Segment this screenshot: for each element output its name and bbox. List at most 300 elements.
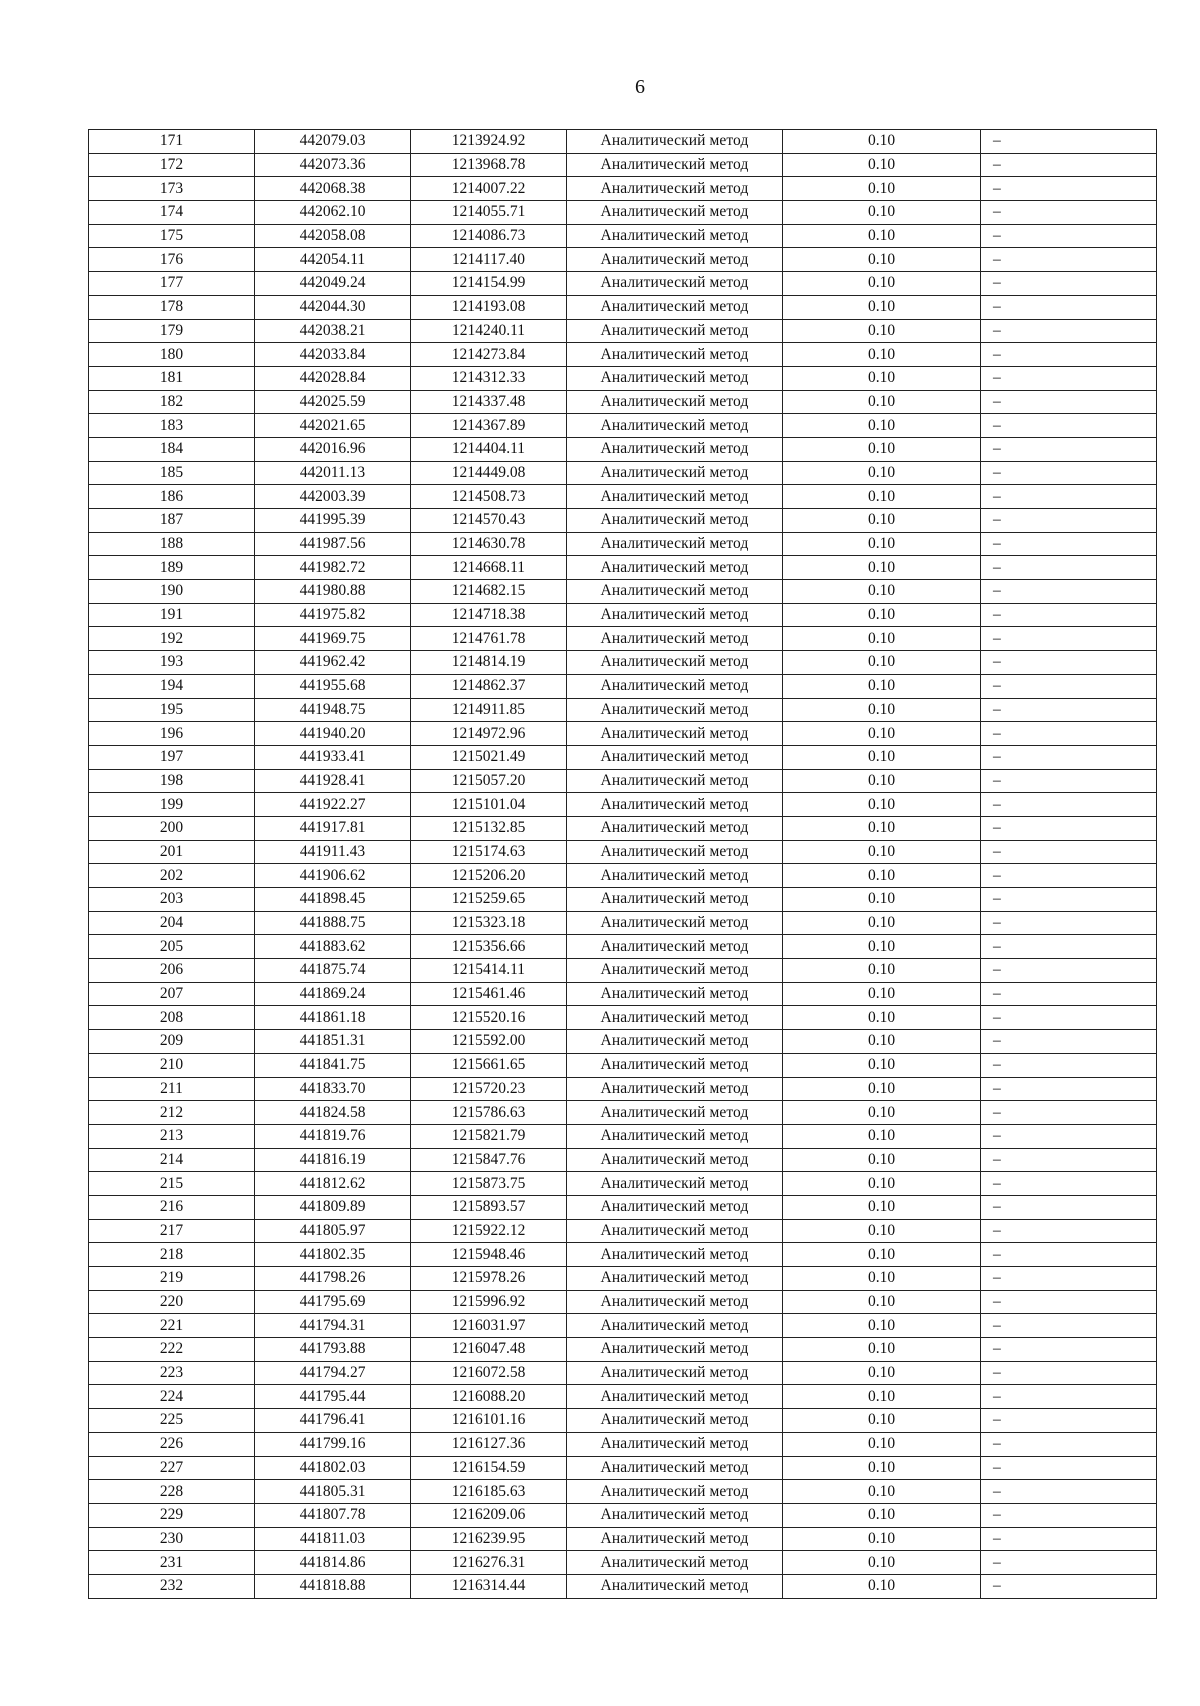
point-number-cell: 207	[89, 982, 255, 1006]
point-number-cell: 210	[89, 1053, 255, 1077]
point-number-cell: 229	[89, 1503, 255, 1527]
method-cell: Аналитический метод	[567, 248, 783, 272]
y-coordinate-cell: 1215786.63	[411, 1101, 567, 1125]
method-cell: Аналитический метод	[567, 532, 783, 556]
point-number-cell: 175	[89, 224, 255, 248]
accuracy-cell: 0.10	[783, 1480, 981, 1504]
method-cell: Аналитический метод	[567, 1527, 783, 1551]
point-number-cell: 181	[89, 366, 255, 390]
method-cell: Аналитический метод	[567, 1338, 783, 1362]
method-cell: Аналитический метод	[567, 793, 783, 817]
table-row	[89, 201, 1157, 225]
point-number-cell: 180	[89, 343, 255, 367]
table-row	[89, 745, 1157, 769]
point-number-cell: 196	[89, 722, 255, 746]
y-coordinate-cell: 1215057.20	[411, 769, 567, 793]
x-coordinate-cell: 441819.76	[255, 1124, 411, 1148]
y-coordinate-cell: 1215461.46	[411, 982, 567, 1006]
x-coordinate-cell: 441883.62	[255, 935, 411, 959]
table-row	[89, 1361, 1157, 1385]
table-row	[89, 295, 1157, 319]
note-cell: –	[981, 343, 1157, 367]
accuracy-cell: 0.10	[783, 1338, 981, 1362]
method-cell: Аналитический метод	[567, 343, 783, 367]
accuracy-cell: 0.10	[783, 1527, 981, 1551]
method-cell: Аналитический метод	[567, 1077, 783, 1101]
table-row	[89, 816, 1157, 840]
note-cell: –	[981, 722, 1157, 746]
table-row	[89, 556, 1157, 580]
point-number-cell: 213	[89, 1124, 255, 1148]
table-row	[89, 864, 1157, 888]
point-number-cell: 220	[89, 1290, 255, 1314]
x-coordinate-cell: 442073.36	[255, 153, 411, 177]
point-number-cell: 182	[89, 390, 255, 414]
method-cell: Аналитический метод	[567, 1456, 783, 1480]
x-coordinate-cell: 441796.41	[255, 1409, 411, 1433]
accuracy-cell: 0.10	[783, 1574, 981, 1598]
note-cell: –	[981, 1432, 1157, 1456]
x-coordinate-cell: 441875.74	[255, 959, 411, 983]
x-coordinate-cell: 442062.10	[255, 201, 411, 225]
method-cell: Аналитический метод	[567, 153, 783, 177]
x-coordinate-cell: 441802.35	[255, 1243, 411, 1267]
y-coordinate-cell: 1215356.66	[411, 935, 567, 959]
accuracy-cell: 0.10	[783, 272, 981, 296]
x-coordinate-cell: 441807.78	[255, 1503, 411, 1527]
method-cell: Аналитический метод	[567, 651, 783, 675]
note-cell: –	[981, 1148, 1157, 1172]
y-coordinate-cell: 1214911.85	[411, 698, 567, 722]
table-row	[89, 674, 1157, 698]
table-row	[89, 437, 1157, 461]
note-cell: –	[981, 1053, 1157, 1077]
method-cell: Аналитический метод	[567, 1006, 783, 1030]
method-cell: Аналитический метод	[567, 1409, 783, 1433]
coordinates-table-body	[89, 130, 1157, 1599]
x-coordinate-cell: 441917.81	[255, 816, 411, 840]
note-cell: –	[981, 816, 1157, 840]
note-cell: –	[981, 485, 1157, 509]
note-cell: –	[981, 295, 1157, 319]
x-coordinate-cell: 441794.31	[255, 1314, 411, 1338]
y-coordinate-cell: 1216239.95	[411, 1527, 567, 1551]
method-cell: Аналитический метод	[567, 911, 783, 935]
point-number-cell: 190	[89, 580, 255, 604]
note-cell: –	[981, 224, 1157, 248]
note-cell: –	[981, 1267, 1157, 1291]
point-number-cell: 209	[89, 1030, 255, 1054]
point-number-cell: 185	[89, 461, 255, 485]
method-cell: Аналитический метод	[567, 698, 783, 722]
table-row	[89, 1456, 1157, 1480]
point-number-cell: 212	[89, 1101, 255, 1125]
method-cell: Аналитический метод	[567, 1148, 783, 1172]
point-number-cell: 217	[89, 1219, 255, 1243]
x-coordinate-cell: 441795.69	[255, 1290, 411, 1314]
table-row	[89, 366, 1157, 390]
accuracy-cell: 0.10	[783, 1053, 981, 1077]
x-coordinate-cell: 441861.18	[255, 1006, 411, 1030]
x-coordinate-cell: 442016.96	[255, 437, 411, 461]
table-row	[89, 177, 1157, 201]
note-cell: –	[981, 793, 1157, 817]
point-number-cell: 194	[89, 674, 255, 698]
note-cell: –	[981, 627, 1157, 651]
accuracy-cell: 0.10	[783, 130, 981, 154]
table-row	[89, 1290, 1157, 1314]
x-coordinate-cell: 441798.26	[255, 1267, 411, 1291]
note-cell: –	[981, 1574, 1157, 1598]
accuracy-cell: 0.10	[783, 1077, 981, 1101]
accuracy-cell: 0.10	[783, 1172, 981, 1196]
method-cell: Аналитический метод	[567, 201, 783, 225]
note-cell: –	[981, 1195, 1157, 1219]
x-coordinate-cell: 441969.75	[255, 627, 411, 651]
note-cell: –	[981, 1409, 1157, 1433]
x-coordinate-cell: 441814.86	[255, 1551, 411, 1575]
method-cell: Аналитический метод	[567, 1172, 783, 1196]
y-coordinate-cell: 1214240.11	[411, 319, 567, 343]
accuracy-cell: 0.10	[783, 1361, 981, 1385]
table-row	[89, 698, 1157, 722]
point-number-cell: 199	[89, 793, 255, 817]
method-cell: Аналитический метод	[567, 627, 783, 651]
method-cell: Аналитический метод	[567, 177, 783, 201]
method-cell: Аналитический метод	[567, 1432, 783, 1456]
note-cell: –	[981, 959, 1157, 983]
coordinates-table	[88, 129, 1157, 1599]
table-row	[89, 248, 1157, 272]
method-cell: Аналитический метод	[567, 1030, 783, 1054]
y-coordinate-cell: 1215132.85	[411, 816, 567, 840]
note-cell: –	[981, 888, 1157, 912]
note-cell: –	[981, 177, 1157, 201]
accuracy-cell: 0.10	[783, 1195, 981, 1219]
note-cell: –	[981, 248, 1157, 272]
method-cell: Аналитический метод	[567, 1551, 783, 1575]
point-number-cell: 183	[89, 414, 255, 438]
y-coordinate-cell: 1216209.06	[411, 1503, 567, 1527]
y-coordinate-cell: 1214814.19	[411, 651, 567, 675]
x-coordinate-cell: 441928.41	[255, 769, 411, 793]
method-cell: Аналитический метод	[567, 935, 783, 959]
y-coordinate-cell: 1214337.48	[411, 390, 567, 414]
point-number-cell: 179	[89, 319, 255, 343]
y-coordinate-cell: 1214761.78	[411, 627, 567, 651]
accuracy-cell: 0.10	[783, 793, 981, 817]
y-coordinate-cell: 1215720.23	[411, 1077, 567, 1101]
method-cell: Аналитический метод	[567, 1290, 783, 1314]
x-coordinate-cell: 442058.08	[255, 224, 411, 248]
note-cell: –	[981, 1480, 1157, 1504]
note-cell: –	[981, 1503, 1157, 1527]
note-cell: –	[981, 840, 1157, 864]
method-cell: Аналитический метод	[567, 366, 783, 390]
table-row	[89, 1480, 1157, 1504]
note-cell: –	[981, 1172, 1157, 1196]
page-number: 6	[635, 76, 645, 98]
method-cell: Аналитический метод	[567, 1574, 783, 1598]
y-coordinate-cell: 1216072.58	[411, 1361, 567, 1385]
method-cell: Аналитический метод	[567, 1361, 783, 1385]
point-number-cell: 230	[89, 1527, 255, 1551]
table-row	[89, 414, 1157, 438]
table-row	[89, 272, 1157, 296]
note-cell: –	[981, 1314, 1157, 1338]
note-cell: –	[981, 864, 1157, 888]
note-cell: –	[981, 674, 1157, 698]
point-number-cell: 197	[89, 745, 255, 769]
point-number-cell: 228	[89, 1480, 255, 1504]
y-coordinate-cell: 1215922.12	[411, 1219, 567, 1243]
method-cell: Аналитический метод	[567, 982, 783, 1006]
point-number-cell: 173	[89, 177, 255, 201]
table-row	[89, 935, 1157, 959]
x-coordinate-cell: 441816.19	[255, 1148, 411, 1172]
accuracy-cell: 0.10	[783, 651, 981, 675]
accuracy-cell: 0.10	[783, 1432, 981, 1456]
note-cell: –	[981, 130, 1157, 154]
table-row	[89, 485, 1157, 509]
y-coordinate-cell: 1213968.78	[411, 153, 567, 177]
x-coordinate-cell: 441811.03	[255, 1527, 411, 1551]
x-coordinate-cell: 441809.89	[255, 1195, 411, 1219]
x-coordinate-cell: 442054.11	[255, 248, 411, 272]
y-coordinate-cell: 1215873.75	[411, 1172, 567, 1196]
x-coordinate-cell: 441841.75	[255, 1053, 411, 1077]
y-coordinate-cell: 1214273.84	[411, 343, 567, 367]
x-coordinate-cell: 441962.42	[255, 651, 411, 675]
y-coordinate-cell: 1214367.89	[411, 414, 567, 438]
method-cell: Аналитический метод	[567, 295, 783, 319]
point-number-cell: 232	[89, 1574, 255, 1598]
y-coordinate-cell: 1216047.48	[411, 1338, 567, 1362]
accuracy-cell: 0.10	[783, 959, 981, 983]
method-cell: Аналитический метод	[567, 1267, 783, 1291]
x-coordinate-cell: 441948.75	[255, 698, 411, 722]
y-coordinate-cell: 1214682.15	[411, 580, 567, 604]
accuracy-cell: 0.10	[783, 201, 981, 225]
point-number-cell: 203	[89, 888, 255, 912]
point-number-cell: 187	[89, 509, 255, 533]
note-cell: –	[981, 1243, 1157, 1267]
accuracy-cell: 0.10	[783, 935, 981, 959]
point-number-cell: 188	[89, 532, 255, 556]
note-cell: –	[981, 532, 1157, 556]
y-coordinate-cell: 1215847.76	[411, 1148, 567, 1172]
method-cell: Аналитический метод	[567, 1243, 783, 1267]
x-coordinate-cell: 441799.16	[255, 1432, 411, 1456]
accuracy-cell: 0.10	[783, 603, 981, 627]
method-cell: Аналитический метод	[567, 485, 783, 509]
table-row	[89, 1385, 1157, 1409]
method-cell: Аналитический метод	[567, 888, 783, 912]
point-number-cell: 223	[89, 1361, 255, 1385]
point-number-cell: 189	[89, 556, 255, 580]
point-number-cell: 219	[89, 1267, 255, 1291]
y-coordinate-cell: 1214154.99	[411, 272, 567, 296]
table-row	[89, 1409, 1157, 1433]
accuracy-cell: 0.10	[783, 982, 981, 1006]
point-number-cell: 195	[89, 698, 255, 722]
note-cell: –	[981, 366, 1157, 390]
table-row	[89, 627, 1157, 651]
point-number-cell: 176	[89, 248, 255, 272]
x-coordinate-cell: 442028.84	[255, 366, 411, 390]
accuracy-cell: 0.10	[783, 390, 981, 414]
note-cell: –	[981, 769, 1157, 793]
y-coordinate-cell: 1215101.04	[411, 793, 567, 817]
table-row	[89, 1432, 1157, 1456]
method-cell: Аналитический метод	[567, 437, 783, 461]
point-number-cell: 201	[89, 840, 255, 864]
method-cell: Аналитический метод	[567, 722, 783, 746]
accuracy-cell: 0.10	[783, 556, 981, 580]
table-row	[89, 888, 1157, 912]
y-coordinate-cell: 1214862.37	[411, 674, 567, 698]
table-row	[89, 1503, 1157, 1527]
accuracy-cell: 0.10	[783, 627, 981, 651]
x-coordinate-cell: 441911.43	[255, 840, 411, 864]
method-cell: Аналитический метод	[567, 1480, 783, 1504]
x-coordinate-cell: 441906.62	[255, 864, 411, 888]
note-cell: –	[981, 1338, 1157, 1362]
point-number-cell: 200	[89, 816, 255, 840]
x-coordinate-cell: 442033.84	[255, 343, 411, 367]
note-cell: –	[981, 1006, 1157, 1030]
table-row	[89, 1574, 1157, 1598]
method-cell: Аналитический метод	[567, 864, 783, 888]
x-coordinate-cell: 441933.41	[255, 745, 411, 769]
accuracy-cell: 0.10	[783, 722, 981, 746]
y-coordinate-cell: 1215592.00	[411, 1030, 567, 1054]
method-cell: Аналитический метод	[567, 1503, 783, 1527]
point-number-cell: 198	[89, 769, 255, 793]
x-coordinate-cell: 441975.82	[255, 603, 411, 627]
point-number-cell: 177	[89, 272, 255, 296]
note-cell: –	[981, 1385, 1157, 1409]
x-coordinate-cell: 442021.65	[255, 414, 411, 438]
table-row	[89, 224, 1157, 248]
table-row	[89, 1527, 1157, 1551]
note-cell: –	[981, 1290, 1157, 1314]
method-cell: Аналитический метод	[567, 1124, 783, 1148]
accuracy-cell: 0.10	[783, 437, 981, 461]
accuracy-cell: 0.10	[783, 509, 981, 533]
note-cell: –	[981, 982, 1157, 1006]
accuracy-cell: 0.10	[783, 1124, 981, 1148]
x-coordinate-cell: 441833.70	[255, 1077, 411, 1101]
table-row	[89, 959, 1157, 983]
x-coordinate-cell: 442025.59	[255, 390, 411, 414]
x-coordinate-cell: 441980.88	[255, 580, 411, 604]
table-row	[89, 840, 1157, 864]
method-cell: Аналитический метод	[567, 224, 783, 248]
accuracy-cell: 0.10	[783, 888, 981, 912]
note-cell: –	[981, 698, 1157, 722]
accuracy-cell: 0.10	[783, 1006, 981, 1030]
point-number-cell: 221	[89, 1314, 255, 1338]
x-coordinate-cell: 442038.21	[255, 319, 411, 343]
point-number-cell: 216	[89, 1195, 255, 1219]
y-coordinate-cell: 1216185.63	[411, 1480, 567, 1504]
accuracy-cell: 0.10	[783, 1409, 981, 1433]
table-row	[89, 509, 1157, 533]
point-number-cell: 208	[89, 1006, 255, 1030]
note-cell: –	[981, 461, 1157, 485]
note-cell: –	[981, 911, 1157, 935]
table-row	[89, 1030, 1157, 1054]
x-coordinate-cell: 442049.24	[255, 272, 411, 296]
accuracy-cell: 0.10	[783, 153, 981, 177]
note-cell: –	[981, 1219, 1157, 1243]
x-coordinate-cell: 441805.97	[255, 1219, 411, 1243]
point-number-cell: 186	[89, 485, 255, 509]
method-cell: Аналитический метод	[567, 509, 783, 533]
table-row	[89, 1314, 1157, 1338]
y-coordinate-cell: 1215996.92	[411, 1290, 567, 1314]
accuracy-cell: 0.10	[783, 911, 981, 935]
method-cell: Аналитический метод	[567, 319, 783, 343]
accuracy-cell: 0.10	[783, 1101, 981, 1125]
accuracy-cell: 0.10	[783, 485, 981, 509]
table-row	[89, 769, 1157, 793]
note-cell: –	[981, 1551, 1157, 1575]
accuracy-cell: 0.10	[783, 1030, 981, 1054]
x-coordinate-cell: 441869.24	[255, 982, 411, 1006]
point-number-cell: 206	[89, 959, 255, 983]
x-coordinate-cell: 441812.62	[255, 1172, 411, 1196]
accuracy-cell: 0.10	[783, 177, 981, 201]
x-coordinate-cell: 441898.45	[255, 888, 411, 912]
x-coordinate-cell: 442044.30	[255, 295, 411, 319]
y-coordinate-cell: 1216154.59	[411, 1456, 567, 1480]
table-row	[89, 1006, 1157, 1030]
note-cell: –	[981, 272, 1157, 296]
accuracy-cell: 0.10	[783, 864, 981, 888]
point-number-cell: 184	[89, 437, 255, 461]
accuracy-cell: 0.10	[783, 1267, 981, 1291]
x-coordinate-cell: 442068.38	[255, 177, 411, 201]
table-row	[89, 793, 1157, 817]
accuracy-cell: 0.10	[783, 580, 981, 604]
x-coordinate-cell: 441987.56	[255, 532, 411, 556]
table-row	[89, 1219, 1157, 1243]
note-cell: –	[981, 1030, 1157, 1054]
y-coordinate-cell: 1214117.40	[411, 248, 567, 272]
table-row	[89, 1124, 1157, 1148]
accuracy-cell: 0.10	[783, 1551, 981, 1575]
y-coordinate-cell: 1216088.20	[411, 1385, 567, 1409]
note-cell: –	[981, 509, 1157, 533]
table-row	[89, 130, 1157, 154]
y-coordinate-cell: 1215661.65	[411, 1053, 567, 1077]
note-cell: –	[981, 153, 1157, 177]
y-coordinate-cell: 1215978.26	[411, 1267, 567, 1291]
note-cell: –	[981, 1361, 1157, 1385]
accuracy-cell: 0.10	[783, 224, 981, 248]
y-coordinate-cell: 1214718.38	[411, 603, 567, 627]
y-coordinate-cell: 1214086.73	[411, 224, 567, 248]
table-row	[89, 1551, 1157, 1575]
table-row	[89, 603, 1157, 627]
method-cell: Аналитический метод	[567, 1219, 783, 1243]
method-cell: Аналитический метод	[567, 580, 783, 604]
accuracy-cell: 0.10	[783, 816, 981, 840]
table-row	[89, 343, 1157, 367]
method-cell: Аналитический метод	[567, 556, 783, 580]
